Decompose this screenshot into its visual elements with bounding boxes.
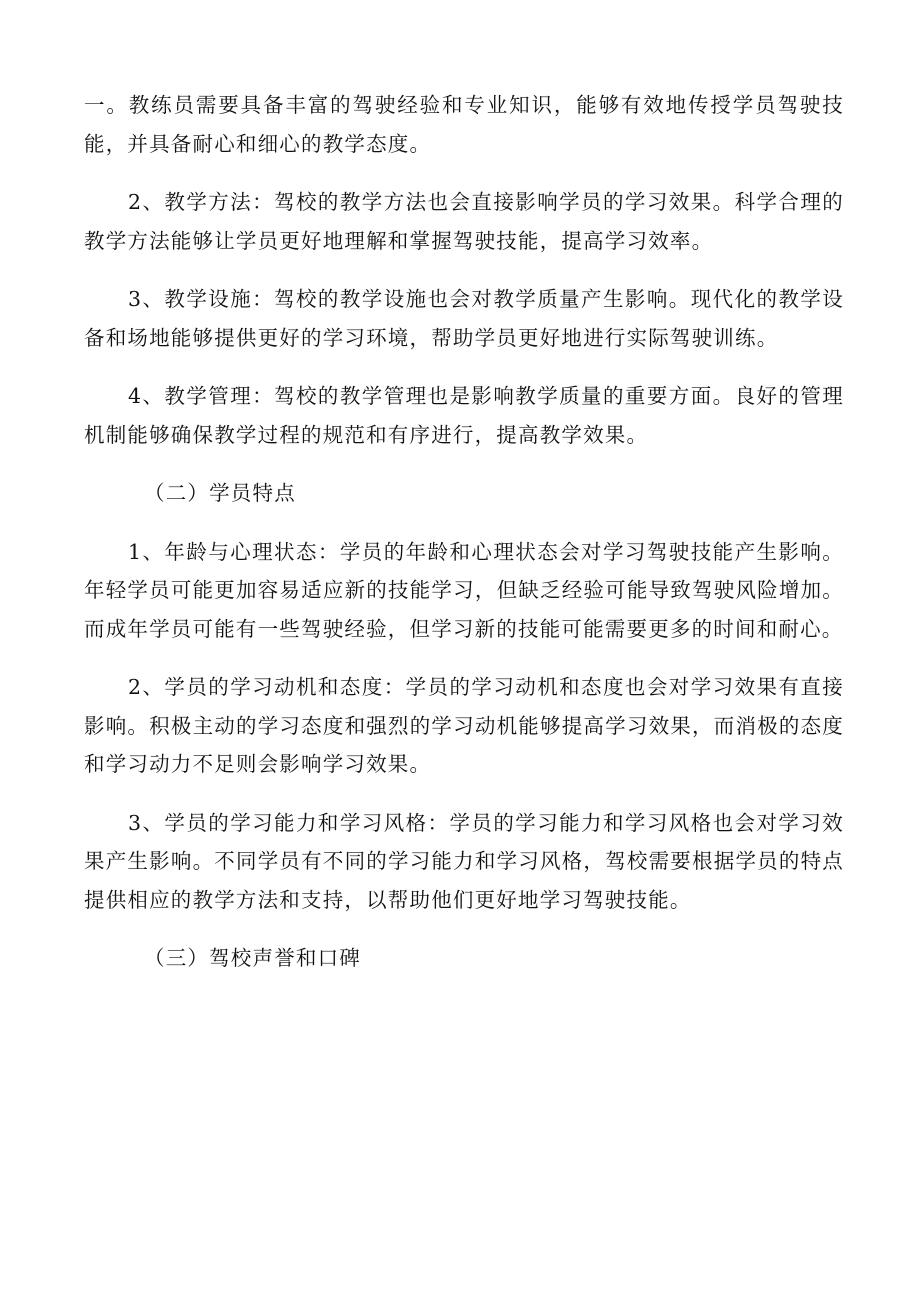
section-heading-student-traits: （二）学员特点 bbox=[144, 481, 296, 505]
paragraph-age-psychology: 1、年龄与心理状态：学员的年龄和心理状态会对学习驾驶技能产生影响。年轻学员可能更加容易适应新的技能学习，但缺乏经验可能导致驾驶风险增加。而成年学员可能有一些驾驶经验，但学习新的技能可能需要更多的时间和耐心。 bbox=[84, 539, 844, 641]
paragraph-teaching-methods: 2、教学方法：驾校的教学方法也会直接影响学员的学习效果。科学合理的教学方法能够让学员更好地理解和掌握驾驶技能，提高学习效率。 bbox=[84, 190, 844, 253]
paragraph-instructor-qualities: 一。教练员需要具备丰富的驾驶经验和专业知识，能够有效地传授学员驾驶技能，并具备耐心和细心的教学态度。 bbox=[84, 93, 844, 156]
document-body bbox=[84, 86, 844, 998]
paragraph-motivation-attitude: 2、学员的学习动机和态度：学员的学习动机和态度也会对学习效果有直接影响。积极主动的学习态度和强烈的学习动机能够提高学习效果，而消极的态度和学习动力不足则会影响学习效果。 bbox=[84, 675, 844, 776]
paragraph-teaching-facilities: 3、教学设施：驾校的教学设施也会对教学质量产生影响。现代化的教学设备和场地能够提供更好的学习环境，帮助学员更好地进行实际驾驶训练。 bbox=[84, 287, 844, 350]
section-heading-school-reputation: （三）驾校声誉和口碑 bbox=[144, 946, 361, 970]
paragraph-teaching-management: 4、教学管理：驾校的教学管理也是影响教学质量的重要方面。良好的管理机制能够确保教学过程的规范和有序进行，提高教学效果。 bbox=[84, 384, 844, 447]
paragraph-learning-ability-style: 3、学员的学习能力和学习风格：学员的学习能力和学习风格也会对学习效果产生影响。不同学员有不同的学习能力和学习风格，驾校需要根据学员的特点提供相应的教学方法和支持，以帮助他们更好地学习驾驶技能。 bbox=[84, 810, 844, 912]
